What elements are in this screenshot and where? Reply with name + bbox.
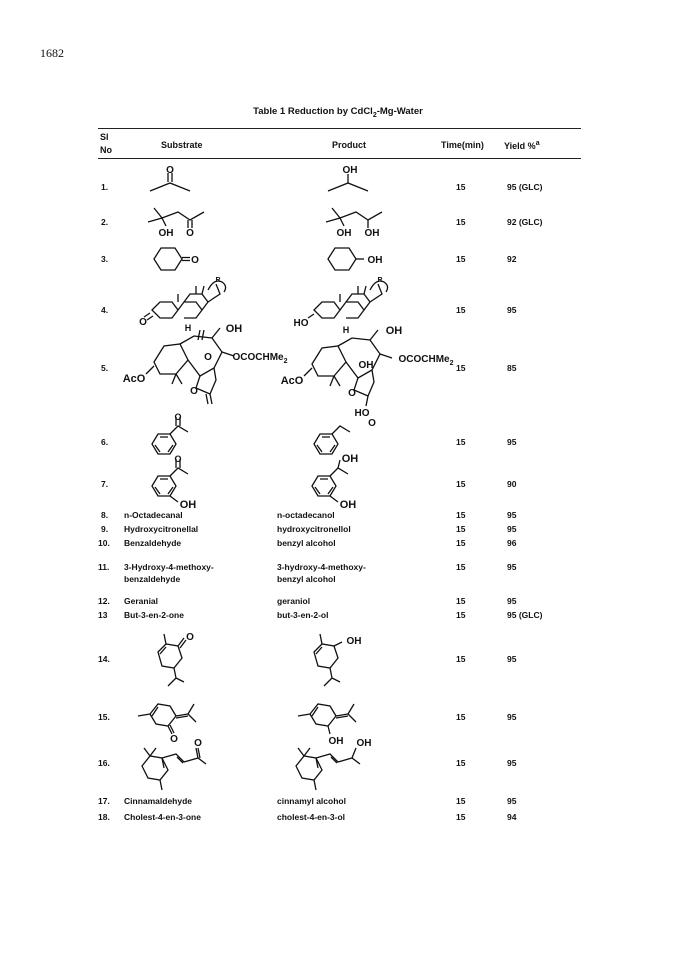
table-caption: Table 1 Reduction by CdCl$_2$-Mg-Water <box>253 106 423 119</box>
row-5-time: 15 <box>456 363 466 373</box>
row-3-yield: 92 <box>507 254 517 264</box>
row-17-product: cinnamyl alcohol <box>277 796 346 806</box>
header-time: Time(min) <box>441 140 484 150</box>
row-5-no: 5. <box>101 363 109 373</box>
svg-text:OH: OH <box>358 360 374 371</box>
row-8-yield: 95 <box>507 510 517 520</box>
row-1-time: 15 <box>456 182 466 192</box>
row-10-time: 15 <box>456 538 466 548</box>
row-8-product: n-octadecanol <box>277 510 335 520</box>
row-7-yield: 90 <box>507 479 517 489</box>
row-13-no: 13 <box>98 610 108 620</box>
row-17-yield: 95 <box>507 796 517 806</box>
header-substrate: Substrate <box>161 140 203 150</box>
svg-text:O: O <box>191 255 199 266</box>
row-3-time: 15 <box>456 254 466 264</box>
svg-text:O: O <box>186 632 194 643</box>
svg-text:O: O <box>174 412 182 422</box>
row-6-time: 15 <box>456 437 466 447</box>
row-8-substrate: n-Octadecanal <box>124 510 183 520</box>
row-9-product: hydroxycitronellol <box>277 524 351 534</box>
row-15-yield: 95 <box>507 712 517 722</box>
row-16-no: 16. <box>98 758 110 768</box>
row-18-no: 18. <box>98 812 110 822</box>
row-12-substrate: Geranial <box>124 596 159 606</box>
header-product: Product <box>332 140 367 150</box>
svg-text:H: H <box>342 325 350 335</box>
svg-text:OH: OH <box>339 499 357 511</box>
row-15-no: 15. <box>98 712 110 722</box>
row-1-no: 1. <box>101 182 109 192</box>
svg-text:O: O <box>170 734 178 745</box>
svg-text:OCOCHMe2: OCOCHMe$_2$ <box>398 354 454 367</box>
table-header-rule <box>98 158 581 159</box>
row-17-no: 17. <box>98 796 110 806</box>
svg-text:OH: OH <box>346 636 362 647</box>
row-18-time: 15 <box>456 812 466 822</box>
row-7-time: 15 <box>456 479 466 489</box>
svg-text:OH: OH <box>356 738 372 749</box>
row-13-time: 15 <box>456 610 466 620</box>
row-9-no: 9. <box>101 524 109 534</box>
row-4-yield: 95 <box>507 305 517 315</box>
svg-text:O: O <box>368 418 376 429</box>
row-9-substrate: Hydroxycitronellal <box>124 524 199 534</box>
row-9-time: 15 <box>456 524 466 534</box>
svg-text:O: O <box>186 228 194 239</box>
svg-text:O: O <box>166 165 174 176</box>
svg-text:OH: OH <box>342 165 358 176</box>
structure-isopropanol <box>322 164 374 198</box>
row-2-no: 2. <box>101 217 109 227</box>
row-2-yield: 92 (GLC) <box>507 217 543 227</box>
structure-cyclohexanol <box>322 244 388 274</box>
svg-text:O: O <box>190 386 198 397</box>
row-13-substrate: But-3-en-2-one <box>124 610 184 620</box>
svg-text:OH: OH <box>367 255 383 266</box>
structure-phenylethanol <box>308 420 364 456</box>
row-4-no: 4. <box>101 305 109 315</box>
row-11-time: 15 <box>456 562 466 572</box>
structure-acetophenone <box>146 414 206 456</box>
svg-text:OH: OH <box>179 499 197 511</box>
svg-text:O: O <box>194 738 202 749</box>
row-11-product-line2: benzyl alcohol <box>277 574 336 584</box>
structure-lactone-alcohol <box>270 318 456 429</box>
svg-text:O: O <box>348 388 356 399</box>
header-no: No <box>100 145 112 155</box>
row-13-product: but-3-en-2-ol <box>277 610 329 620</box>
row-9-yield: 95 <box>507 524 517 534</box>
row-11-substrate: 3-Hydroxy-4-methoxy- <box>124 562 214 572</box>
row-6-yield: 95 <box>507 437 517 447</box>
svg-text:OH: OH <box>364 228 380 239</box>
structure-diacetone-alcohol <box>142 198 220 242</box>
row-4-time: 15 <box>456 305 466 315</box>
structure-carvone <box>140 630 210 694</box>
structure-carveol <box>296 630 370 694</box>
table-top-rule <box>98 128 581 129</box>
row-8-no: 8. <box>101 510 109 520</box>
row-11-product: 3-hydroxy-4-methoxy- <box>277 562 366 572</box>
row-10-product: benzyl alcohol <box>277 538 336 548</box>
structure-ionone <box>130 736 222 794</box>
svg-text:O: O <box>174 454 182 464</box>
row-12-no: 12. <box>98 596 110 606</box>
row-11-yield: 95 <box>507 562 517 572</box>
row-15-time: 15 <box>456 712 466 722</box>
svg-text:OH: OH <box>158 228 174 239</box>
row-16-yield: 95 <box>507 758 517 768</box>
row-16-time: 15 <box>456 758 466 768</box>
row-5-yield: 85 <box>507 363 517 373</box>
svg-text:OCOCHMe2: OCOCHMe$_2$ <box>232 352 288 365</box>
row-12-time: 15 <box>456 596 466 606</box>
structure-acetone <box>145 164 195 198</box>
svg-text:AcO: AcO <box>280 375 304 387</box>
svg-text:H: H <box>184 323 192 333</box>
svg-text:O: O <box>139 317 147 328</box>
structure-ionol <box>284 734 384 794</box>
svg-text:OH: OH <box>225 323 243 335</box>
structure-hydroxyphenylethanol <box>306 452 378 511</box>
row-14-time: 15 <box>456 654 466 664</box>
structure-lactone-ketone <box>116 318 286 408</box>
svg-text:HO: HO <box>354 408 370 419</box>
row-18-yield: 94 <box>507 812 517 822</box>
row-6-no: 6. <box>101 437 109 447</box>
row-17-substrate: Cinnamaldehyde <box>124 796 193 806</box>
svg-text:O: O <box>204 352 212 363</box>
header-sl: Sl <box>100 132 109 142</box>
row-2-time: 15 <box>456 217 466 227</box>
row-14-yield: 95 <box>507 654 517 664</box>
svg-text:OH: OH <box>341 453 359 465</box>
row-10-yield: 96 <box>507 538 517 548</box>
row-10-no: 10. <box>98 538 110 548</box>
structure-cyclohexanone <box>148 244 204 274</box>
svg-text:OH: OH <box>336 228 352 239</box>
row-18-product: cholest-4-en-3-ol <box>277 812 346 822</box>
svg-text:OH: OH <box>328 736 344 747</box>
row-17-time: 15 <box>456 796 466 806</box>
row-18-substrate: Cholest-4-en-3-one <box>124 812 201 822</box>
svg-text:OH: OH <box>385 325 403 337</box>
svg-text:HO: HO <box>293 318 309 329</box>
svg-text:R: R <box>215 277 221 284</box>
svg-text:R: R <box>377 277 383 284</box>
row-12-yield: 95 <box>507 596 517 606</box>
header-yield: Yield %$^a$ <box>504 140 540 151</box>
row-3-no: 3. <box>101 254 109 264</box>
row-11-no: 11. <box>98 562 110 572</box>
row-11-substrate-line2: benzaldehyde <box>124 574 181 584</box>
row-13-yield: 95 (GLC) <box>507 610 543 620</box>
row-7-no: 7. <box>101 479 109 489</box>
page-number: 1682 <box>40 46 64 60</box>
row-8-time: 15 <box>456 510 466 520</box>
structure-hexanediol <box>320 198 400 244</box>
row-12-product: geraniol <box>277 596 311 606</box>
row-1-yield: 95 (GLC) <box>507 182 543 192</box>
row-14-no: 14. <box>98 654 110 664</box>
row-10-substrate: Benzaldehyde <box>124 538 182 548</box>
svg-text:AcO: AcO <box>122 373 146 385</box>
structure-hydroxyacetophenone <box>146 454 216 511</box>
